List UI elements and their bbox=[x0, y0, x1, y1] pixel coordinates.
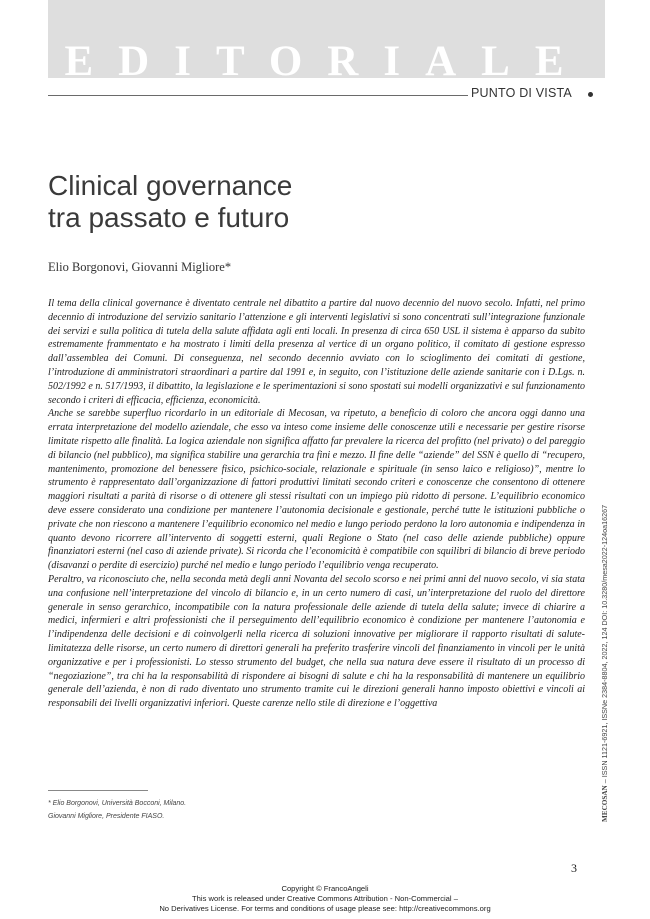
journal-side-note bbox=[600, 505, 609, 822]
journal-identifiers: – ISSN 1121-6921, ISSNe 2384-8804, 2022, 124 DOI: 10.3280/mesa2022-124oa16267 bbox=[600, 504, 609, 786]
article-authors: Elio Borgonovi, Giovanni Migliore* bbox=[48, 260, 232, 274]
license-line: This work is released under Creative Commons Attribution - Non-Commercial – bbox=[192, 894, 458, 903]
banner-word: EDITORIALE bbox=[64, 38, 589, 78]
footnote-rule bbox=[48, 790, 148, 791]
journal-name: MECOSAN bbox=[601, 785, 609, 822]
article-title bbox=[48, 170, 548, 234]
license-line: No Derivatives License. For terms and conditions of usage please see: http://creativecommons.org bbox=[159, 904, 491, 913]
article-body bbox=[48, 297, 585, 711]
editorial-banner bbox=[48, 0, 605, 78]
page-number: 3 bbox=[571, 861, 577, 875]
footnotes bbox=[48, 797, 186, 823]
body-paragraph: Il tema della clinical governance è diventato centrale nel dibattito a partire dal nuovo decennio del nuovo secolo. Infatti, nel primo decennio di introduzione del servizio sanitario l’attenzione e gli interventi legislativi si sono concentrati sull’integrazione funzionale dei servizi e sulla politica di tutela della salute affidata agli enti locali. In presenza di circa 650 USL il sistema è apparso da subito estremamente frammentato e ha mostrato i limiti della presenza al vertice di un organo politico, il comitato di gestione espresso dall’assemblea dei Comuni. Di conseguenza, nel secondo decennio avviato con lo scioglimento dei comitati di gestione, l’introduzione di amministratori straordinari a partire dal 1991 e, in seguito, con l’istituzione delle aziende sanitarie con i D.Lgs. n. 502/1992 e n. 517/1993, il dibattito, la legislazione e le sperimentazioni si sono spostati sui modelli organizzativi e sul funzionamento secondo i criteri di efficacia, efficienza, economicità. bbox=[48, 298, 585, 406]
header-rule bbox=[48, 95, 468, 96]
footnote-line: Giovanni Migliore, Presidente FIASO. bbox=[48, 813, 165, 820]
title-line: tra passato e futuro bbox=[48, 202, 290, 233]
kicker-bullet-icon bbox=[588, 92, 593, 97]
title-line: Clinical governance bbox=[48, 170, 293, 201]
footnote-line: * Elio Borgonovi, Università Bocconi, Milano. bbox=[48, 800, 187, 807]
body-paragraph: Peraltro, va riconosciuto che, nella seconda metà degli anni Novanta del secolo scorso e nei primi anni del nuovo secolo, vi sia stata una confusione nell’interpretazione del vincolo di bilancio e, in un certo numero di casi, un’interpretazione del ruolo del direttore generale in senso gerarchico, incompatibile con la natura professionale delle aziende di tutela della salute; invece di chiarire a medici, infermieri e altri professionisti che il perseguimento dell’equilibrio economico è condizione per mantenere l’autonomia e l’indipendenza delle decisioni e di coinvolgerli nella ricerca di soluzioni innovative per migliorare il rapporto risultati di salute-limitatezza delle risorse, un certo numero di direttori generali ha preferito trasferire vincoli del finanziamento in vincoli per le unità organizzative e per i professionisti. Lo stesso strumento del budget, che nella sua natura deve essere il risultato di un processo di “negoziazione”, tra chi ha la responsabilità di rispondere ai bisogni di salute e chi ha la responsabilità di mantenere un equilibrio generale dell’azienda, è non di rado diventato uno strumento tramite cui le direzioni generali hanno imposto obiettivi e vincoli ai responsabili dei livelli organizzativi inferiori. Queste carenze nello stile di direzione e l’oggettiva bbox=[48, 573, 585, 710]
copyright-line: Copyright © FrancoAngeli bbox=[281, 884, 369, 893]
section-kicker: PUNTO DI VISTA bbox=[471, 86, 572, 100]
copyright-notice bbox=[0, 884, 650, 914]
body-paragraph: Anche se sarebbe superfluo ricordarlo in un editoriale di Mecosan, va ripetuto, a beneficio di coloro che ancora oggi danno una errata interpretazione del modello aziendale, che esso va inteso come insieme delle conoscenze utili e necessarie per gestire risorse limitate rispetto alle finalità. La logica aziendale non significa affatto far prevalere la ricerca del profitto (nel privato) o del pareggio di bilancio (nel pubblico), ma significa stabilire una gerarchia tra fini e mezzo. Il fine delle “aziende” del SSN è quello di “recupero, mantenimento, promozione del benessere fisico, psichico-sociale, relazionale e spirituale (in senso laico e religioso)”, mentre lo strumento è rappresentato dall’organizzazione di fattori produttivi limitati secondo criteri e conoscenze che consentono di ottenere maggiori risultati a parità di risorse o di ottenere gli stessi risultati con un impiego più ridotto di persone. L’equilibrio economico deve essere considerato una condizione per mantenere l’autonomia decisionale e gestionale, perché tutte le istituzioni pubbliche o private che non riescono a mantenere l’equilibrio economico nel medio e lungo periodo perdono la loro autonomia e indipendenza in quanto devono ricorrere all’intervento di soggetti esterni, quali Regione o Stato (nel caso delle aziende pubbliche) oppure finanziatori esterni (nel caso di aziende private). Si ricorda che l’economicità è compatibile con squilibri di bilancio di breve periodo (disavanzi o perdite di esercizio) purché nel medio e lungo periodo l’equilibrio venga recuperato. bbox=[48, 408, 585, 572]
